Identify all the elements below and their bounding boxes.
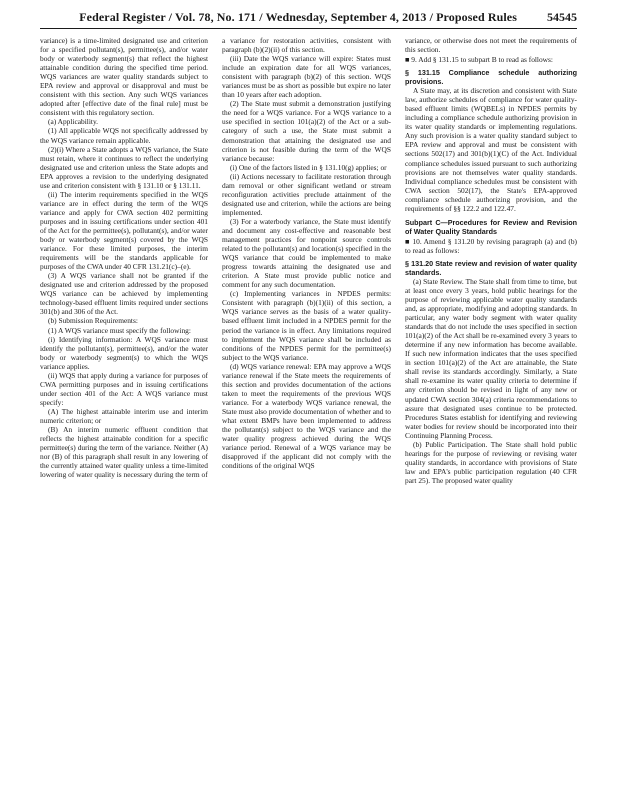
- paragraph: (b) Submission Requirements:: [48, 316, 138, 326]
- paragraph: (c) Implementing variances in NPDES permits: Consistent with paragraph (b)(1)(ii) of this section, a WQS variance serves as the basis of a water quality-based effluent limit included in a NPDES permit for the period the variance is in effect. Any limitations required to implement the WQS variance shall be included as conditions of the NPDES permit for the permittee(s) subject to the WQS variance.: [222, 289, 391, 362]
- amendment-instruction: ■ 10. Amend § 131.20 by revising paragraph (a) and (b) to read as follows:: [405, 236, 577, 255]
- section-heading: § 131.15 Compliance schedule authorizing provisions.: [405, 68, 577, 87]
- paragraph: (B) An interim numeric effluent condition that reflects the highest attainable condition for a specific permittee(s) during the term of the variance. Neither (A) nor (B) of this paragraph shall result in any lowering of the currently attained water quality unless a time-limited lowering of water quality is necessary during the term of: [40, 425, 208, 480]
- paragraph: (3) For a waterbody variance, the State must identify and document any cost-effective and reasonable best management practices for nonpoint source controls related to the pollutant(s) and location(s) specified in the WQS variance that could be implemented to make progress towards attaining the designated use and criterion. A State must provide public notice and comment for any such documentation.: [222, 216, 391, 290]
- running-head: Federal Register / Vol. 78, No. 171 / Wednesday, September 4, 2013 / Proposed Rules: [79, 10, 517, 24]
- paragraph: (1) A WQS variance must specify the following:: [48, 325, 191, 335]
- section-heading: § 131.20 State review and revision of water quality standards.: [405, 258, 577, 277]
- page-header: [40, 6, 577, 29]
- paragraph: (i) Identifying information: A WQS variance must identify the pollutant(s), permittee(s), and/or the water body or waterbody segment(s) to which the WQS variance applies.: [40, 334, 208, 371]
- paragraph: (1) All applicable WQS not specifically addressed by the WQS variance remain applicable.: [40, 126, 208, 145]
- paragraph: (ii) The interim requirements specified in the WQS variance are in effect during the term of the WQS variance and apply for CWA section 402 permitting purposes and in issuing certifications under section 401 of the Act for the permittee(s), pollutant(s), and/or water body or waterbody segment(s) covered by the WQS variance. For these limited purposes, the interim requirements will be the standards applicable for purposes of the CWA under 40 CFR 131.21(c)–(e).: [40, 189, 208, 272]
- paragraph: (A) The highest attainable interim use and interim numeric criterion; or: [40, 406, 208, 425]
- paragraph: variance, or otherwise does not meet the requirements of this section.: [405, 36, 577, 55]
- paragraph: (d) WQS variance renewal: EPA may approve a WQS variance renewal if the State meets the requirements of this section and provides documentation of the actions taken to meet the requirements of the previous WQS variance. For a waterbody WQS variance renewal, the State must also provide documentation of whether and to what extent BMPs have been implemented to address the pollutant(s) subject to the WQS variance and the water quality progress achieved during the WQS variance period. Renewal of a WQS variance may be disapproved if the applicant did not comply with the conditions of the original WQS: [222, 361, 391, 471]
- text-column-1: [40, 36, 208, 792]
- paragraph: (i) One of the factors listed in § 131.10(g) applies; or: [230, 162, 387, 172]
- paragraph: a variance for restoration activities, consistent with paragraph (b)(2)(ii) of this section.: [222, 36, 391, 55]
- subpart-heading: Subpart C—Procedures for Review and Revision of Water Quality Standards: [405, 217, 577, 236]
- paragraph: (ii) WQS that apply during a variance for purposes of CWA permitting purposes and in issuing certifications under section 401 of the Act: A WQS variance must specify:: [40, 370, 208, 407]
- paragraph: (2)(i) Where a State adopts a WQS variance, the State must retain, where it continues to reflect the underlying designated use and criterion unless the State adopts and EPA approves a revision to the underlying designated use and criterion consistent with § 131.10 or § 131.11.: [40, 144, 208, 190]
- text-column-3: [405, 36, 577, 792]
- paragraph: (3) A WQS variance shall not be granted if the designated use and criterion addressed by the proposed WQS variance can be achieved by implementing technology-based effluent limits required under sections 301(b) and 306 of the Act.: [40, 271, 208, 317]
- paragraph: (2) The State must submit a demonstration justifying the need for a WQS variance. For a WQS variance to a use specified in section 101(a)(2) of the Act or a sub-category of such a use, the State must submit a demonstration that attaining the designated use and criterion is not feasible during the term of the WQS variance because:: [222, 99, 391, 163]
- text-column-2: [222, 36, 391, 792]
- paragraph: (ii) Actions necessary to facilitate restoration through dam removal or other significant wetland or stream reconfiguration activities preclude attainment of the designated use and criterion, while the actions are being implemented.: [222, 171, 391, 217]
- amendment-instruction: ■ 9. Add § 131.15 to subpart B to read as follows:: [405, 55, 553, 65]
- paragraph: (b) Public Participation. The State shall hold public hearings for the purpose of reviewing or revising water quality standards, in accordance with provisions of State law and EPA's public participation regulation (40 CFR part 25). The proposed water quality: [405, 439, 577, 485]
- paragraph: (iii) Date the WQS variance will expire: States must include an expiration date for all WQS variances, consistent with paragraph (b)(2) of this section. WQS variances must be as short as possible but expire no later than 10 years after each adoption.: [222, 54, 391, 100]
- paragraph: (a) State Review. The State shall from time to time, but at least once every 3 years, hold public hearings for the purpose of reviewing applicable water quality standards and, as appropriate, modifying and adopting standards. In particular, any water body segment with water quality standards that do not include the uses specified in section 101(a)(2) of the Act shall be re-examined every 3 years to determine if any new information has become available. If such new information indicates that the uses specified in section 101(a)(2) of the Act are attainable, the State shall revise its standards accordingly. Similarly, a State shall re-examine its water quality criteria to determine if any criterion should be revised in light of any new or updated CWA section 304(a) criteria recommendations to assure that designated uses continue to be protected. Procedures States establish for identifying and reviewing water bodies for review should be incorporated into their Continuing Planning Process.: [405, 276, 577, 440]
- paragraph: (a) Applicability.: [48, 117, 99, 127]
- paragraph: variance) is a time-limited designated use and criterion for a specified pollutant(s), permittee(s), and/or water body or waterbody segment(s) that reflect the highest attainable condition during the specified time period. WQS variances are water quality standards subject to EPA review and approval or disapproval and must be consistent with this section. Any such WQS variances adopted after [effective date of the final rule] must be consistent with this regulatory section.: [40, 36, 208, 118]
- paragraph: A State may, at its discretion and consistent with State law, authorize schedules of compliance for water quality-based effluent limits (WQBELs) in NPDES permits by including a compliance schedule authorizing provision in its water quality standards or implementing regulations. Any such provision is a water quality standard subject to EPA review and approval and must be consistent with sections 502(17) and 301(b)(1)(C) of the Act. Individual compliance schedules issued pursuant to such authorizing provisions are not themselves water quality standards. Individual compliance schedules must be consistent with CWA section 502(17), the State's EPA-approved compliance schedule authorizing provision, and the requirements of §§ 122.2 and 122.47.: [405, 86, 577, 213]
- page-number: 54545: [547, 10, 577, 24]
